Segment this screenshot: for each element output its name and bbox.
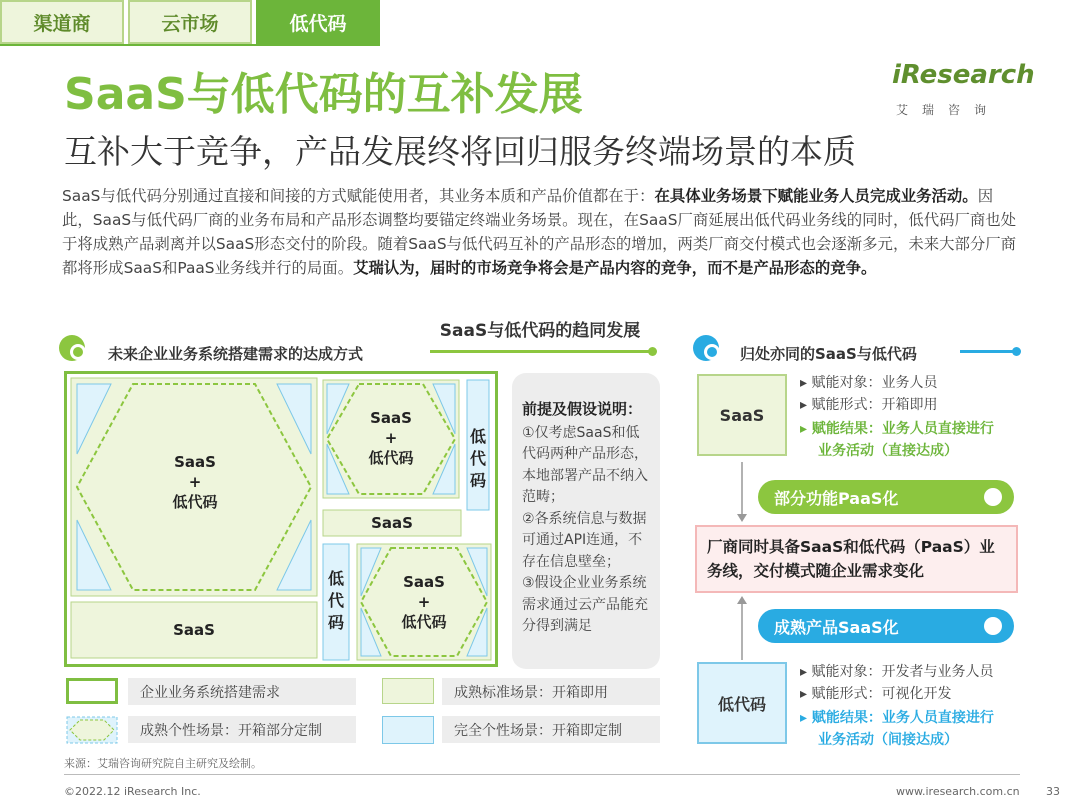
copyright: ©2022.12 iResearch Inc.: [64, 785, 201, 798]
legend-label-custom-full: 完全个性场景：开箱即定制: [442, 716, 660, 743]
logo-subtitle: 艾瑞咨询: [896, 103, 1001, 117]
logo-iresearch: iResearch: [892, 60, 1035, 90]
intro-paragraph: SaaS与低代码分别通过直接和间接的方式赋能使用者，其业务本质和产品价值都在于：在具体业务场景下赋能业务人员完成业务活动。因此，SaaS与低代码厂商的业务布局和产品形态调整均要锚定终端业务场景。现在，在SaaS厂商延展出低代码业务线的同时，低代码厂商也处于将成熟产品剥离并以SaaS形态交付的阶段。随着SaaS与低代码互补的产品形态的增加，两类厂商交付模式也会逐渐多元，未来大部分厂商都将形成SaaS和PaaS业务线并行的局面。艾瑞认为，届时的市场竞争将会是产品内容的竞争，而不是产品形态的竞争。: [62, 187, 1017, 277]
saas-box: SaaS: [697, 374, 787, 456]
tab-underline: [0, 44, 380, 46]
left-section-label: 未来企业业务系统搭建需求的达成方式: [108, 345, 364, 363]
lowcode-item-form: ▸ 赋能形式：可视化开发: [800, 686, 952, 702]
saas-item-target: ▸ 赋能对象：业务人员: [800, 375, 938, 391]
footer-divider: [64, 774, 1020, 775]
lowcode-item-result-cont: 业务活动（间接达成）: [818, 732, 958, 748]
saas-bar-middle-label: SaaS: [371, 514, 413, 532]
tab-lowcode[interactable]: 低代码: [256, 0, 380, 44]
tab-cloud-market[interactable]: 云市场: [128, 0, 252, 44]
saas-item-result-cont: 业务活动（直接达成）: [818, 443, 958, 459]
small-hex-bottom-label: SaaS + 低代码: [401, 573, 447, 631]
pill-knob-icon: [984, 617, 1002, 635]
section-bullet-blue-icon: [692, 334, 722, 364]
assumptions-heading: 前提及假设说明：: [522, 400, 643, 418]
lowcode-box: 低代码: [697, 662, 787, 744]
saas-bar-bottom-label: SaaS: [173, 621, 215, 639]
page-subtitle: 互补大于竞争，产品发展终将回归服务终端场景的本质: [64, 132, 856, 171]
lowcode-vertical-mid-label: 低 代 码: [327, 569, 344, 632]
tab-channel[interactable]: 渠道商: [0, 0, 124, 44]
small-hex-top-label: SaaS + 低代码: [368, 409, 414, 467]
arrow-down-icon: [735, 462, 749, 524]
assumptions-body: ①仅考虑SaaS和低代码两种产品形态，本地部署产品不纳入范畴； ②各系统信息与数据可通过API连通，不存在信息壁垒； ③假设企业业务系统需求通过云产品能充分得到满足: [522, 424, 648, 634]
website-link[interactable]: www.iresearch.com.cn: [896, 785, 1020, 798]
right-section-dot: [1012, 347, 1021, 356]
pill-saas: 成熟产品SaaS化: [758, 609, 1014, 643]
page-number: 33: [1046, 785, 1060, 798]
legend-label-requirement: 企业业务系统搭建需求: [128, 678, 356, 705]
saas-item-form: ▸ 赋能形式：开箱即用: [800, 397, 938, 413]
left-section-line: [430, 350, 652, 353]
section-bullet-green-icon: [58, 334, 88, 364]
pill-paas: 部分功能PaaS化: [758, 480, 1014, 514]
source-note: 来源：艾瑞咨询研究院自主研究及绘制。: [64, 757, 262, 770]
lowcode-vertical-right-label: 低 代 码: [469, 427, 486, 490]
legend-swatch-requirement: [66, 678, 118, 704]
requirement-frame: [64, 371, 498, 667]
diagram-title: SaaS与低代码的趋同发展: [439, 321, 641, 341]
big-hex-label: SaaS + 低代码: [172, 453, 218, 511]
middle-box: 厂商同时具备SaaS和低代码（PaaS）业务线，交付模式随企业需求变化: [695, 525, 1018, 593]
page-title: SaaS与低代码的互补发展: [64, 69, 583, 120]
left-section-dot: [648, 347, 657, 356]
lowcode-item-target: ▸ 赋能对象：开发者与业务人员: [800, 664, 994, 680]
pill-knob-icon: [984, 488, 1002, 506]
legend-label-standard: 成熟标准场景：开箱即用: [442, 678, 660, 705]
arrow-up-icon: [735, 594, 749, 660]
lowcode-item-result: ▸ 赋能结果：业务人员直接进行: [800, 710, 994, 726]
right-section-line: [960, 350, 1016, 353]
legend-swatch-standard: [382, 678, 434, 704]
legend-swatch-custom-full: [382, 716, 434, 744]
legend-label-custom-partial: 成熟个性场景：开箱部分定制: [128, 716, 356, 743]
saas-item-result: ▸ 赋能结果：业务人员直接进行: [800, 421, 994, 437]
legend-swatch-hex-icon: [66, 716, 118, 744]
assumptions-panel: [512, 373, 660, 669]
right-section-label: 归处亦同的SaaS与低代码: [740, 345, 917, 363]
